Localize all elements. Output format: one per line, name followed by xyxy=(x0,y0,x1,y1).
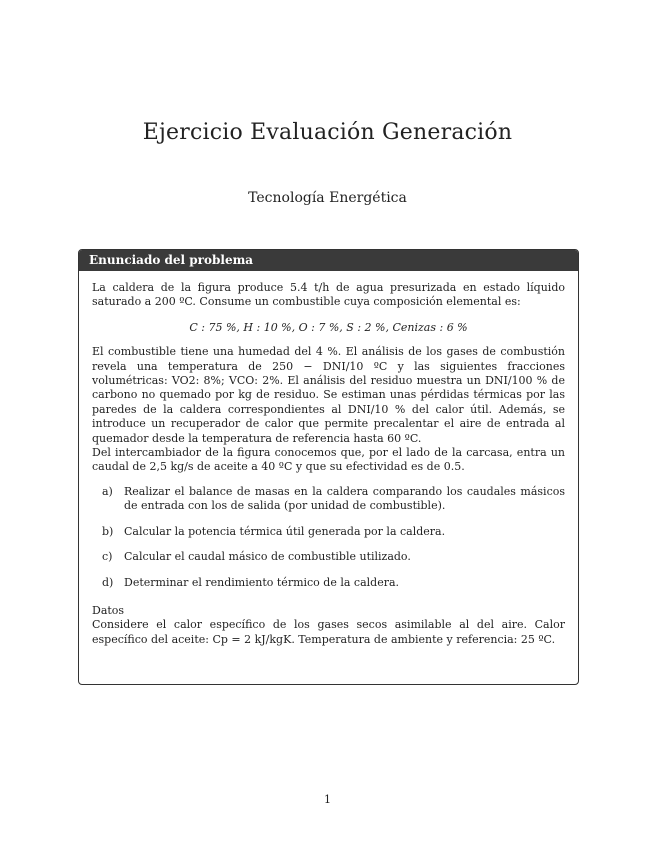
problem-paragraph-1: La caldera de la figura produce 5.4 t/h de agua presurizada en estado líquido saturado a 200 ºC. Consume un combustible cuya composición elemental es: xyxy=(92,281,565,309)
list-item xyxy=(102,576,565,590)
list-item-label: b) xyxy=(102,524,114,538)
problem-paragraph-3: Del intercambiador de la figura conocemos que, por el lado de la carcasa, entra un caudal de 2,5 kg/s de aceite a 40 ºC y que su efectividad es de 0.5. xyxy=(92,446,565,474)
composition-formula: C : 75 %, H : 10 %, O : 7 %, S : 2 %, Cenizas : 6 % xyxy=(189,320,468,334)
datos-heading: Datos xyxy=(92,603,125,617)
question-list xyxy=(92,485,565,590)
list-item xyxy=(102,485,565,514)
list-item-text: Calcular el caudal másico de combustible utilizado. xyxy=(124,550,411,564)
list-item-label: c) xyxy=(102,550,113,564)
list-item xyxy=(102,525,565,539)
datos-text: Considere el calor específico de los gases secos asimilable al del aire. Calor específico del aceite: Cp = 2 kJ/kgK. Temperatura de ambiente y referencia: 25 ºC. xyxy=(92,618,565,646)
document-title: Ejercicio Evaluación Generación xyxy=(142,120,513,145)
list-item-text: Calcular la potencia térmica útil generada por la caldera. xyxy=(124,524,446,538)
problem-box xyxy=(78,249,579,685)
document-subtitle: Tecnología Energética xyxy=(248,190,407,206)
problem-body xyxy=(79,271,578,655)
problem-paragraph-2: El combustible tiene una humedad del 4 %. El análisis de los gases de combustión revela una temperatura de 250 − DNI/10 ºC y las siguientes fracciones volumétricas: VO2: 8%; VCO: 2%. El análisis del residuo muestra un DNI/100 % de carbono no quemado por kg de residuo. Se estiman unas pérdidas térmicas por las paredes de la caldera correspondientes al DNI/10 % del calor útil. Además, se introduce un recuperador de calor que permite precalentar el aire de entrada al quemador desde la temperatura de referencia hasta 60 ºC. xyxy=(92,345,565,445)
page-number: 1 xyxy=(324,793,331,806)
list-item-text: Realizar el balance de masas en la caldera comparando los caudales másicos de entrada con los de salida (por unidad de combustible). xyxy=(124,484,565,513)
list-item xyxy=(102,550,565,564)
list-item-label: d) xyxy=(102,575,114,589)
list-item-label: a) xyxy=(102,484,113,498)
problem-header: Enunciado del problema xyxy=(79,250,578,271)
list-item-text: Determinar el rendimiento térmico de la caldera. xyxy=(124,575,400,589)
